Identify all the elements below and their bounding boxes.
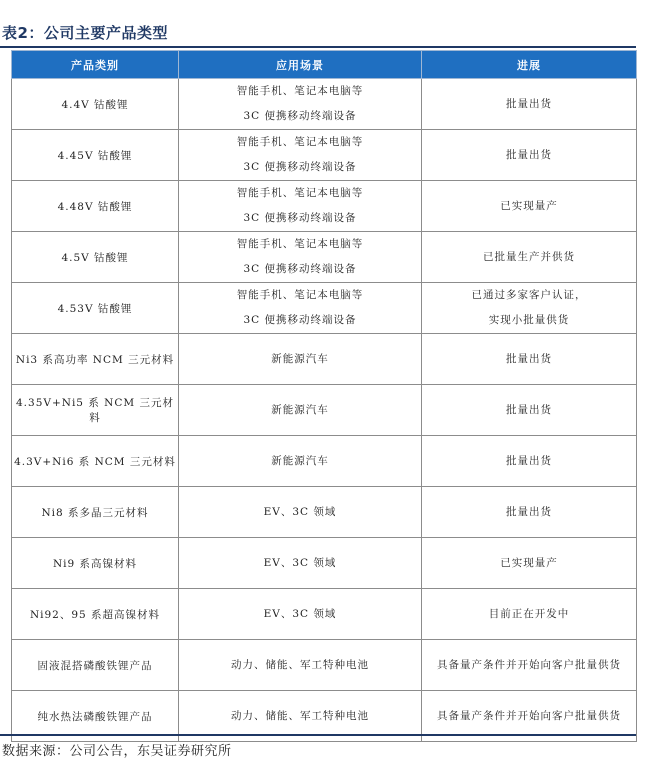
table-title-bar (0, 20, 636, 48)
scene-line: 3C 便携移动终端设备 (243, 314, 357, 326)
progress-line: 批量出货 (506, 454, 552, 467)
product-cell: 4.5V 钴酸锂 (12, 232, 179, 283)
progress-cell (422, 130, 637, 181)
progress-line: 已实现量产 (500, 199, 558, 212)
progress-line: 批量出货 (506, 97, 552, 110)
table-header-row (12, 51, 637, 79)
product-cell: Ni9 系高镍材料 (12, 538, 179, 589)
table-title: 表2：公司主要产品类型 (2, 24, 168, 42)
progress-line: 目前正在开发中 (488, 607, 570, 620)
scene-cell (179, 538, 422, 589)
progress-cell (422, 181, 637, 232)
progress-cell (422, 538, 637, 589)
scene-cell (179, 385, 422, 436)
scene-line: 3C 便携移动终端设备 (243, 263, 357, 275)
product-cell: 4.35V+Ni5 系 NCM 三元材料 (12, 385, 179, 436)
progress-line: 具备量产条件并开始向客户批量供货 (437, 709, 621, 722)
progress-line: 具备量产条件并开始向客户批量供货 (437, 658, 621, 671)
product-cell: Ni92、95 系超高镍材料 (12, 589, 179, 640)
scene-cell (179, 487, 422, 538)
source-note: 数据来源：公司公告，东吴证券研究所 (2, 744, 232, 759)
scene-line: 智能手机、笔记本电脑等 (236, 187, 364, 199)
progress-line: 批量出货 (506, 148, 552, 161)
scene-line: 动力、储能、军工特种电池 (231, 658, 369, 671)
progress-line: 批量出货 (506, 352, 552, 365)
scene-line: 动力、储能、军工特种电池 (231, 709, 369, 722)
product-cell: Ni3 系高功率 NCM 三元材料 (12, 334, 179, 385)
scene-cell (179, 232, 422, 283)
progress-line: 已通过多家客户认证， (471, 289, 587, 301)
scene-cell (179, 130, 422, 181)
product-cell: 纯水热法磷酸铁锂产品 (12, 691, 179, 742)
product-cell: 4.53V 钴酸锂 (12, 283, 179, 334)
scene-line: 新能源汽车 (271, 403, 329, 416)
progress-cell (422, 436, 637, 487)
scene-line: 3C 便携移动终端设备 (243, 110, 357, 122)
progress-cell (422, 385, 637, 436)
scene-cell (179, 283, 422, 334)
column-header-scene: 应用场景 (179, 51, 422, 79)
scene-line: EV、3C 领域 (263, 505, 337, 518)
progress-line: 实现小批量供货 (488, 314, 570, 326)
scene-cell (179, 589, 422, 640)
product-cell: 4.4V 钴酸锂 (12, 79, 179, 130)
table-row (12, 385, 637, 436)
table-row (12, 79, 637, 130)
table-row (12, 436, 637, 487)
product-cell: 固液混搭磷酸铁锂产品 (12, 640, 179, 691)
product-table (11, 50, 637, 742)
scene-line: 新能源汽车 (271, 352, 329, 365)
product-cell: Ni8 系多晶三元材料 (12, 487, 179, 538)
progress-line: 已实现量产 (500, 556, 558, 569)
column-header-product: 产品类别 (12, 51, 179, 79)
progress-cell (422, 640, 637, 691)
progress-cell (422, 283, 637, 334)
table-bottom-rule (0, 734, 636, 736)
scene-line: 3C 便携移动终端设备 (243, 161, 357, 173)
table-row (12, 538, 637, 589)
product-cell: 4.48V 钴酸锂 (12, 181, 179, 232)
table-row (12, 130, 637, 181)
table-row (12, 181, 637, 232)
scene-cell (179, 79, 422, 130)
scene-cell (179, 436, 422, 487)
column-header-progress: 进展 (422, 51, 637, 79)
table-row (12, 487, 637, 538)
scene-line: 智能手机、笔记本电脑等 (236, 238, 364, 250)
scene-cell (179, 640, 422, 691)
progress-line: 批量出货 (506, 505, 552, 518)
scene-cell (179, 334, 422, 385)
product-cell: 4.3V+Ni6 系 NCM 三元材料 (12, 436, 179, 487)
scene-line: 智能手机、笔记本电脑等 (236, 136, 364, 148)
table-row (12, 334, 637, 385)
scene-line: 3C 便携移动终端设备 (243, 212, 357, 224)
scene-cell (179, 181, 422, 232)
table-row (12, 283, 637, 334)
scene-line: 智能手机、笔记本电脑等 (236, 85, 364, 97)
progress-cell (422, 79, 637, 130)
table-row (12, 232, 637, 283)
progress-line: 批量出货 (506, 403, 552, 416)
scene-line: 智能手机、笔记本电脑等 (236, 289, 364, 301)
product-cell: 4.45V 钴酸锂 (12, 130, 179, 181)
table-row (12, 589, 637, 640)
progress-cell (422, 589, 637, 640)
progress-cell (422, 334, 637, 385)
progress-cell (422, 487, 637, 538)
table-row (12, 640, 637, 691)
scene-line: 新能源汽车 (271, 454, 329, 467)
progress-line: 已批量生产并供货 (483, 250, 575, 263)
progress-cell (422, 232, 637, 283)
scene-line: EV、3C 领域 (263, 556, 337, 569)
scene-line: EV、3C 领域 (263, 607, 337, 620)
